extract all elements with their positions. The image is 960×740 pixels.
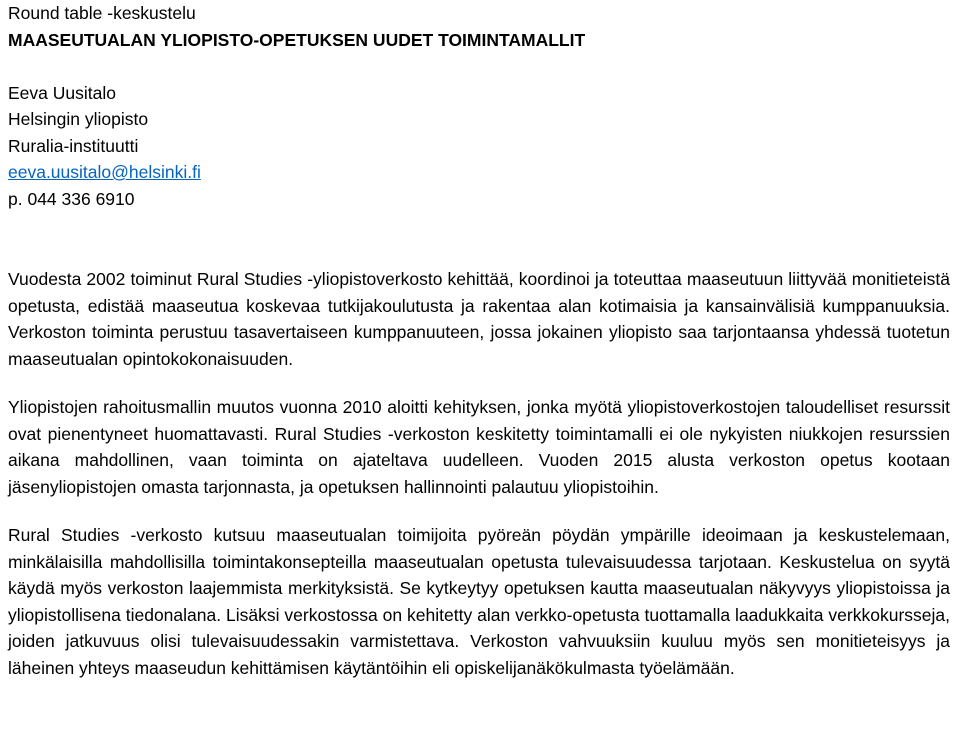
email-link[interactable]: eeva.uusitalo@helsinki.fi bbox=[8, 162, 201, 182]
spacer bbox=[8, 53, 946, 80]
contact-block bbox=[8, 80, 946, 213]
document-title: MAASEUTUALAN YLIOPISTO-OPETUKSEN UUDET TOIMINTAMALLIT bbox=[8, 29, 586, 50]
spacer bbox=[8, 212, 946, 239]
body-paragraph: Vuodesta 2002 toiminut Rural Studies -yliopistoverkosto kehittää, koordinoi ja toteuttaa maaseutuun liittyvää monitieteistä opetusta, edistää maaseutua koskevaa tutkijakoulutusta ja rakentaa alan kotimaisia ja kansainvälisiä kumppanuuksia. Verkoston toiminta perustuu tasavertaiseen kumppanuuteen, jossa jokainen yliopisto saa tarjontaansa yhdessä tuotetun maaseutualan opintokokonaisuuden. bbox=[8, 269, 950, 369]
body-text bbox=[8, 266, 950, 681]
body-paragraph: Yliopistojen rahoitusmallin muutos vuonna 2010 aloitti kehityksen, jonka myötä yliopistoverkostojen taloudelliset resurssit ovat pienentyneet huomattavasti. Rural Studies -verkoston keskitetty toimintamalli ei ole nykyisten niukkojen resurssien aikana mahdollinen, vaan toiminta on ajateltava uudelleen. Vuoden 2015 alusta verkoston opetus kootaan jäsenyliopistojen omasta tarjonnasta, ja opetuksen hallinnointi palautuu yliopistoihin. bbox=[8, 397, 950, 497]
body-paragraph: Rural Studies -verkosto kutsuu maaseutualan toimijoita pyöreän pöydän ympärille ideoimaan ja keskustelemaan, minkälaisilla mahdollisilla toimintakonsepteilla maaseutualan opetusta tulevaisuudessa tarjotaan. Keskustelua on syytä käydä myös verkoston laajemmista merkityksistä. Se kytkeytyy opetuksen kautta maaseutualan näkyvyys yliopistoissa ja yliopistollisena tiedonalana. Lisäksi verkostossa on kehitetty alan verkko-opetusta tuottamalla laadukkaita verkkokursseja, joiden jatkuvuus olisi tulevaisuudessakin varmistettava. Verkoston vahvuuksiin kuuluu myös sen monitieteisyys ja läheinen yhteys maaseudun kehittämisen käytäntöihin eli opiskelijanäkökulmasta työelämään. bbox=[8, 525, 950, 678]
contact-name: Eeva Uusitalo bbox=[8, 82, 116, 103]
spacer bbox=[8, 239, 946, 266]
document-kicker: Round table -keskustelu bbox=[8, 3, 196, 23]
contact-institute: Ruralia-instituutti bbox=[8, 135, 139, 156]
contact-organization: Helsingin yliopisto bbox=[8, 109, 149, 129]
contact-phone: p. 044 336 6910 bbox=[8, 188, 135, 209]
